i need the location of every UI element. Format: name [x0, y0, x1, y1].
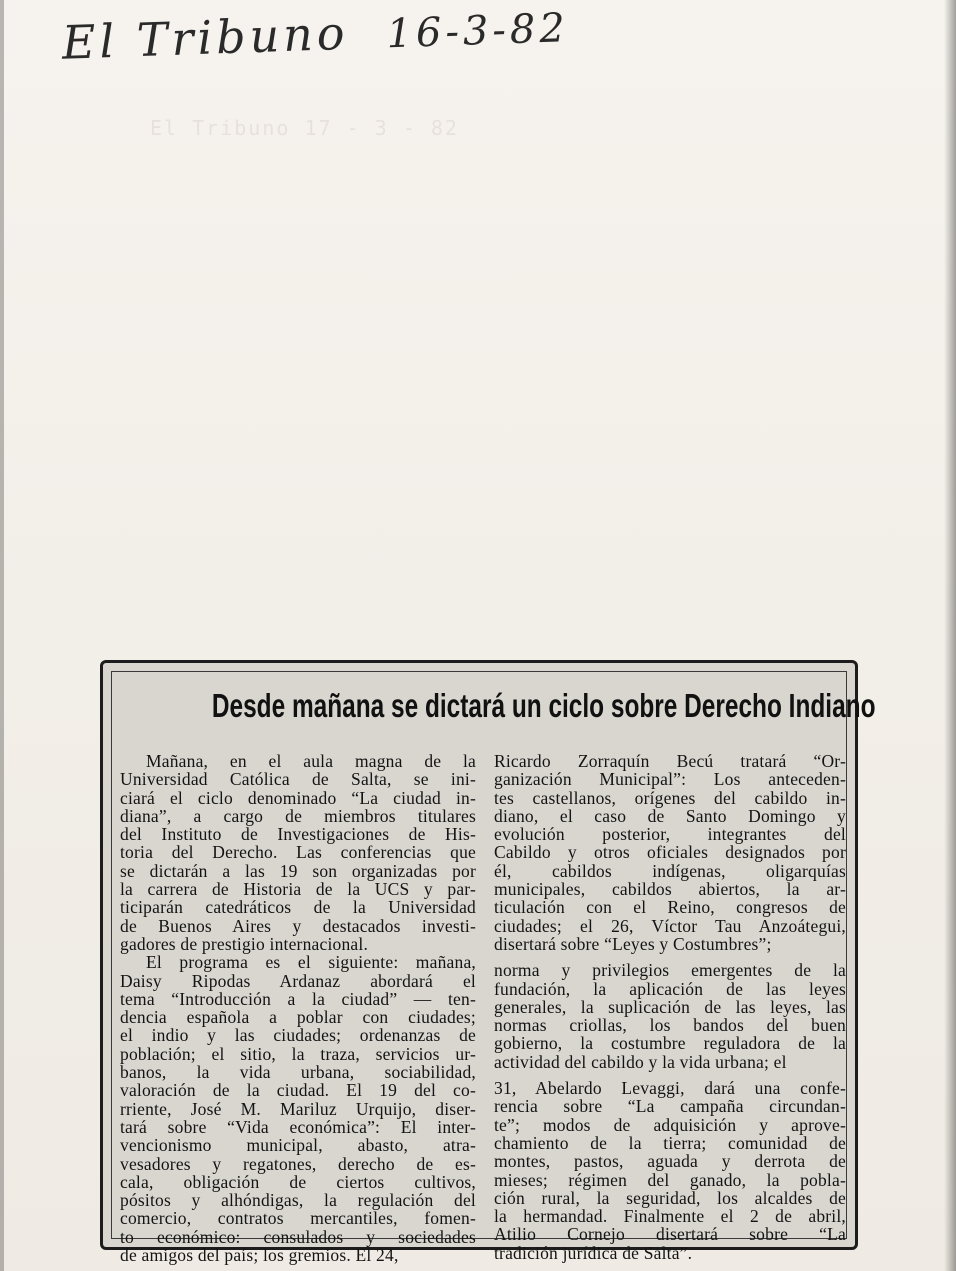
article-line: diano, el caso de Santo Domingo y: [494, 805, 846, 826]
article-line: El programa es el siguiente: mañana,: [146, 952, 476, 973]
article-line: ticiparán catedráticos de la Universidad: [120, 897, 476, 918]
page-left-edge: [0, 0, 4, 1271]
article-line: ción rural, la seguridad, los alcaldes de: [494, 1187, 846, 1208]
article-line: tará sobre “Vida económica”: El inter-: [120, 1116, 476, 1137]
article-line: Ricardo Zorraquín Becú tratará “Or-: [494, 751, 846, 771]
article-line: ciará el ciclo denominado “La ciudad in-: [120, 787, 476, 808]
article-line: de amigos del país; los gremios. El 24,: [120, 1245, 399, 1266]
article-line: se dictarán a las 19 son organizadas por: [120, 860, 476, 881]
article-line: Atilio Cornejo disertará sobre “La: [494, 1224, 846, 1245]
article-right-column: [494, 752, 846, 1262]
article-line: gadores de prestigio internacional.: [120, 933, 369, 954]
article-line: toria del Derecho. Las conferencias que: [120, 842, 476, 863]
article-line: vencionismo municipal, abasto, atra-: [120, 1135, 476, 1156]
article-line: tradición jurídica de Salta”.: [494, 1242, 693, 1263]
article-line: evolución posterior, integrantes del: [494, 824, 846, 845]
article-line: Cabildo y otros oficiales designados por: [494, 842, 846, 863]
article-line: el indio y las ciudades; ordenanzas de: [120, 1025, 476, 1046]
article-line: mieses; régimen del ganado, la pobla-: [494, 1169, 846, 1190]
article-line: to económico: consulados y sociedades: [120, 1226, 476, 1247]
article-line: Universidad Católica de Salta, se ini-: [120, 769, 476, 790]
handwritten-date: 16-3-82: [385, 5, 570, 58]
article-line: de Buenos Aires y destacados investi-: [120, 915, 476, 936]
article-line: banos, la vida urbana, sociabilidad,: [120, 1062, 476, 1083]
article-line: ticulación con el Reino, congresos de: [494, 897, 846, 918]
article-line: ganización Municipal”: Los anteceden-: [494, 769, 846, 790]
article-line: montes, pastos, aguada y derrota de: [494, 1151, 846, 1172]
article-line: chamiento de la tierra; comunidad de: [494, 1132, 846, 1153]
handwritten-source: El Tribuno: [60, 5, 350, 70]
article-line: tes castellanos, orígenes del cabildo in-: [494, 787, 846, 808]
newspaper-clipping: [100, 660, 876, 1266]
article-line: la hermandad. Finalmente el 2 de abril,: [494, 1206, 846, 1227]
article-line: cala, obligación de ciertos cultivos,: [120, 1171, 476, 1192]
article-left-column: [120, 752, 476, 1264]
article-line: 31, Abelardo Levaggi, dará una confe-: [494, 1078, 846, 1099]
article-line: del Instituto de Investigaciones de His-: [120, 824, 476, 845]
article-line: población; el sitio, la traza, servicios ur-: [120, 1043, 476, 1064]
article-line: municipales, cabildos abiertos, la ar-: [494, 879, 846, 900]
article-line: generales, la suplicación de las leyes, las: [494, 996, 846, 1017]
article-line: pósitos y alhóndigas, la regulación del: [120, 1190, 476, 1211]
article-headline: Desde mañana se dictará un ciclo sobre Derecho Indiano: [211, 687, 876, 724]
article-line: ciudades; el 26, Víctor Tau Anzoátegui,: [494, 915, 846, 936]
article-line: normas criollas, los bandos del buen: [494, 1015, 846, 1036]
article-line: la carrera de Historia de la UCS y par-: [120, 879, 476, 900]
bleed-through-text: El Tribuno 17 - 3 - 82: [150, 116, 459, 140]
article-line: comercio, contratos mercantiles, fomen-: [120, 1208, 476, 1229]
article-line: dencia española a poblar con ciudades;: [120, 1007, 476, 1028]
article-line: rriente, José M. Mariluz Urquijo, diser-: [120, 1098, 476, 1119]
article-line: disertará sobre “Leyes y Costumbres”;: [494, 933, 772, 954]
article-line: rencia sobre “La campaña circundan-: [494, 1096, 846, 1117]
article-line: vesadores y regatones, derecho de es-: [120, 1153, 476, 1174]
page-right-shadow: [944, 0, 956, 1271]
article-line: gobierno, la costumbre reguladora de la: [494, 1033, 846, 1054]
article-line: Mañana, en el aula magna de la: [146, 751, 476, 771]
article-line: norma y privilegios emergentes de la: [494, 960, 846, 981]
article-line: fundación, la aplicación de las leyes: [494, 978, 846, 999]
article-line: Daisy Ripodas Ardanaz abordará el: [120, 970, 476, 991]
article-line: valoración de la ciudad. El 19 del co-: [120, 1080, 476, 1101]
handwritten-annotation: [61, 0, 623, 86]
clipping-frame: [111, 671, 876, 1266]
article-line: actividad del cabildo y la vida urbana; el: [494, 1051, 787, 1072]
article-line: él, cabildos indígenas, oligarquías: [494, 860, 846, 881]
article-line: tema “Introducción a la ciudad” — ten-: [120, 988, 476, 1009]
article-line: diana”, a cargo de miembros titulares: [120, 805, 476, 826]
article-line: te”; modos de adquisición y aprove-: [494, 1114, 846, 1135]
